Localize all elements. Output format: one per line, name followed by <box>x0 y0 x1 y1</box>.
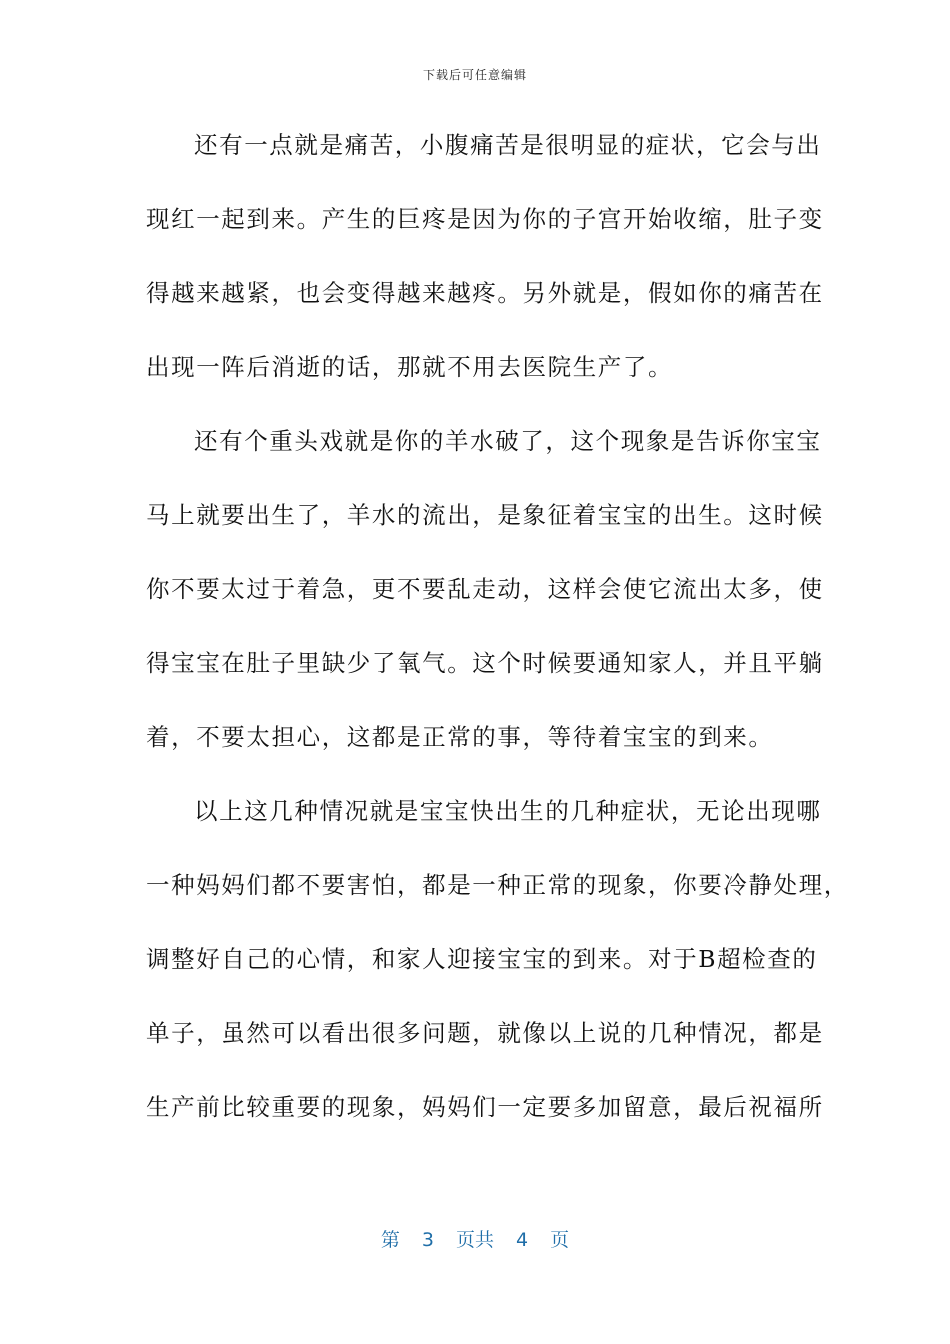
footer-middle: 页共 <box>455 1229 494 1251</box>
text-line: 你不要太过于着急，更不要乱走动，这样会使它流出太多，使 <box>146 575 824 603</box>
text-line: 一种妈妈们都不要害怕，都是一种正常的现象，你要冷静处理， <box>146 871 849 899</box>
text-line: 着，不要太担心，这都是正常的事，等待着宝宝的到来。 <box>146 723 774 751</box>
page-footer <box>0 1225 950 1252</box>
footer-prefix: 第 <box>380 1229 400 1251</box>
page-header: 下载后可任意编辑 <box>422 68 527 82</box>
text-line: 得越来越紧，也会变得越来越疼。另外就是，假如你的痛苦在 <box>146 279 824 307</box>
current-page-number: 3 <box>421 1229 434 1251</box>
text-line: 出现一阵后消逝的话，那就不用去医院生产了。 <box>146 353 674 381</box>
text-line: 调整好自己的心情，和家人迎接宝宝的到来。对于B超检查的 <box>146 945 818 973</box>
paragraph-3 <box>146 792 849 1162</box>
text-line: 马上就要出生了，羊水的流出，是象征着宝宝的出生。这时候 <box>146 501 824 529</box>
document-body <box>146 126 849 1162</box>
footer-suffix: 页 <box>550 1229 570 1251</box>
text-line: 现红一起到来。产生的巨疼是因为你的子宫开始收缩，肚子变 <box>146 205 824 233</box>
text-line: 生产前比较重要的现象，妈妈们一定要多加留意，最后祝福所 <box>146 1093 824 1121</box>
paragraph-2 <box>146 422 824 792</box>
total-pages-number: 4 <box>516 1229 529 1251</box>
text-line: 得宝宝在肚子里缺少了氧气。这个时候要通知家人，并且平躺 <box>146 649 824 677</box>
paragraph-1 <box>146 126 824 422</box>
text-line: 单子，虽然可以看出很多问题，就像以上说的几种情况，都是 <box>146 1019 824 1047</box>
text-line: 还有个重头戏就是你的羊水破了，这个现象是告诉你宝宝 <box>194 427 822 455</box>
text-line: 以上这几种情况就是宝宝快出生的几种症状，无论出现哪 <box>194 797 822 825</box>
text-line: 还有一点就是痛苦，小腹痛苦是很明显的症状，它会与出 <box>194 131 822 159</box>
